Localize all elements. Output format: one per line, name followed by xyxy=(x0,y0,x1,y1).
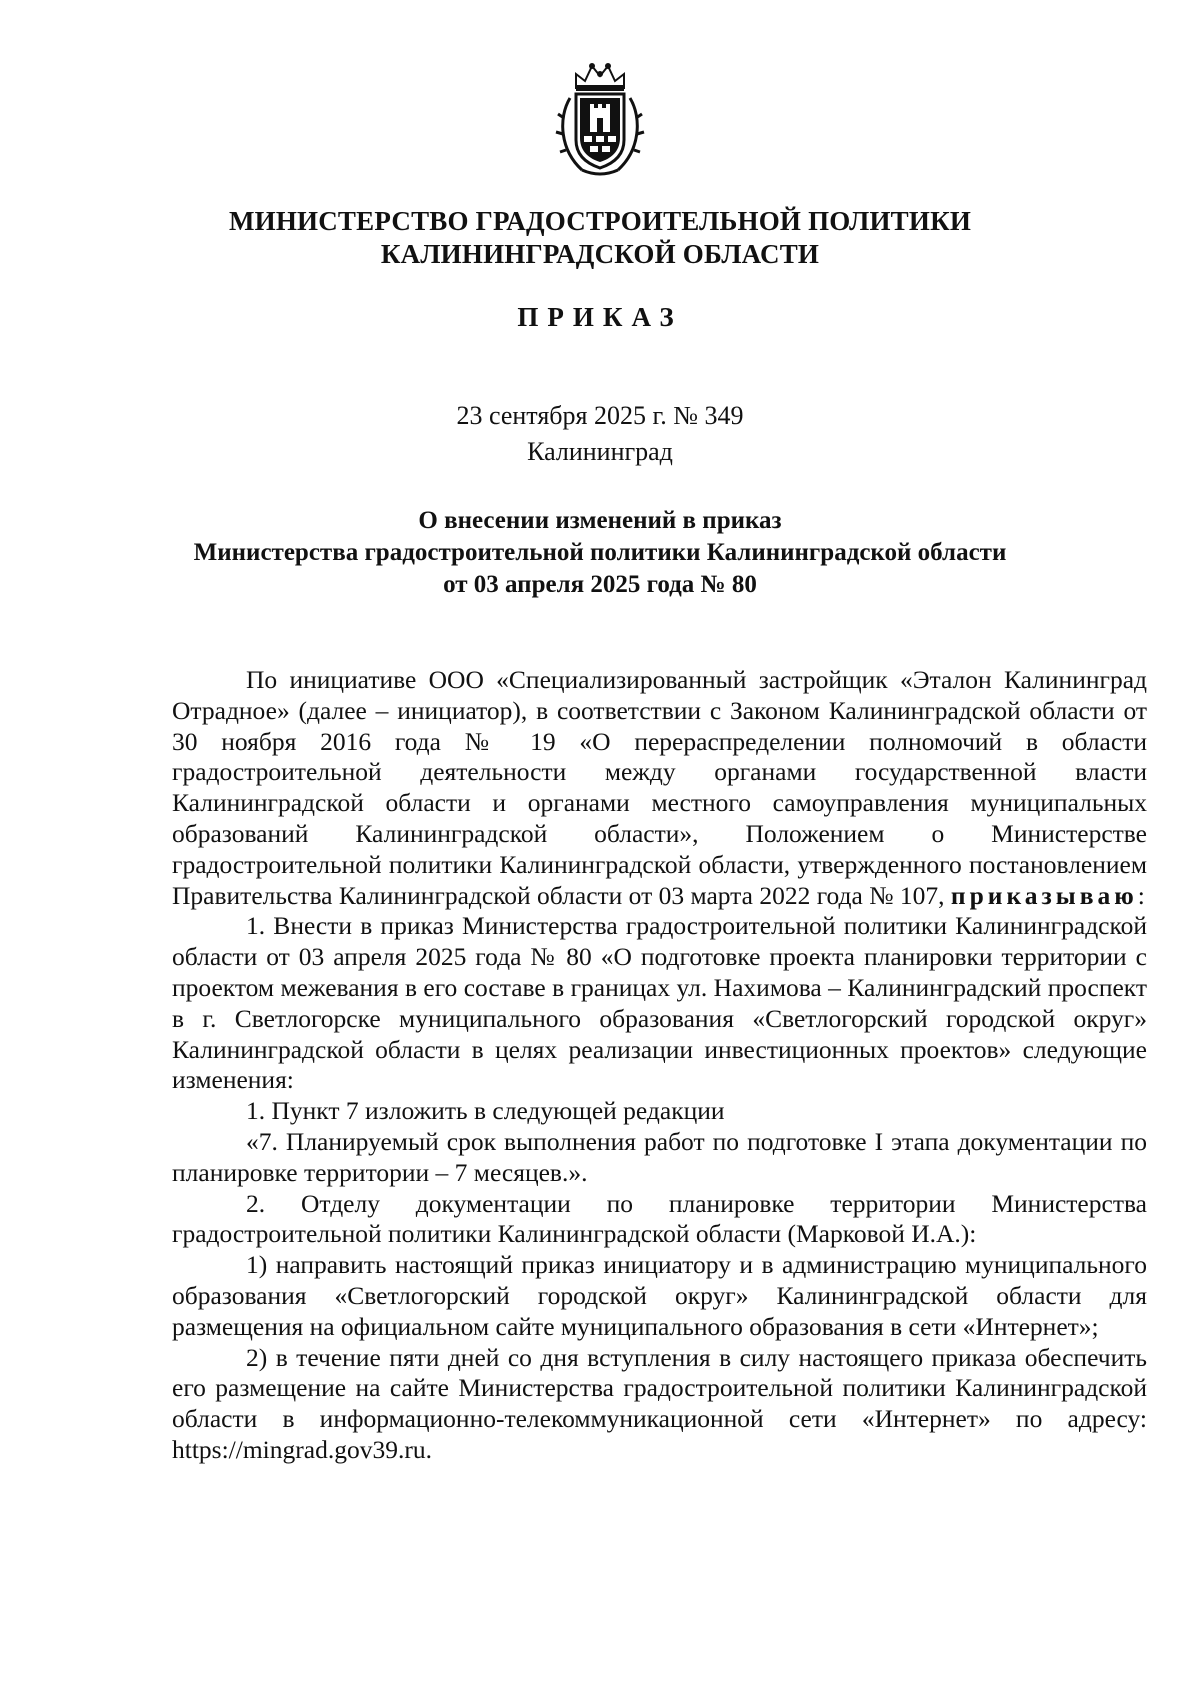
ministry-name-line1: МИНИСТЕРСТВО ГРАДОСТРОИТЕЛЬНОЙ ПОЛИТИКИ xyxy=(228,206,972,236)
order-subject xyxy=(0,505,1200,601)
subject-line2: Министерства градостроительной политики Калининградской области xyxy=(193,539,1007,566)
order-body xyxy=(172,665,1147,1466)
subject-line3: от 03 апреля 2025 года № 80 xyxy=(443,571,757,598)
ministry-name-line2: КАЛИНИНГРАДСКОЙ ОБЛАСТИ xyxy=(380,239,820,269)
order-city: Калининград xyxy=(527,437,673,466)
item-1-1-text: «7. Планируемый срок выполнения работ по подготовке I этапа документации по планировке территории – 7 месяцев.». xyxy=(172,1126,1147,1187)
subject-line1: О внесении изменений в приказ xyxy=(418,507,782,534)
order-verb-colon: : xyxy=(1137,880,1145,910)
preamble-paragraph xyxy=(172,665,1147,911)
preamble-text: По инициативе ООО «Специализированный застройщик «Эталон Калининград Отрадное» (далее – инициатор), в соответствии с Законом Калининградской области от 30 ноября 2016 года № 19 «О перераспределении полномочий в области градостроительной деятельности между органами государственной власти Калининградской области и органами местного самоуправления муниципальных образований Калининградской области», Положением о Министерстве градостроительной политики Калининградской области, утвержденного постановлением Правительства Калининградской области от 03 марта 2022 года № 107, xyxy=(172,665,1147,910)
order-verb: приказываю xyxy=(950,880,1138,910)
item-2: 2. Отделу документации по планировке территории Министерства градостроительной политики Калининградской области (Марковой И.А.): xyxy=(172,1188,1147,1249)
item-1: 1. Внести в приказ Министерства градостроительной политики Калининградской области от 03 апреля 2025 года № 80 «О подготовке проекта планировки территории с проектом межевания в его составе в границах ул. Нахимова – Калининградский проспект в г. Светлогорске муниципального образования «Светлогорский городской округ» Калининградской области в целях реализации инвестиционных проектов» следующие изменения: xyxy=(172,911,1147,1095)
item-1-1: 1. Пункт 7 изложить в следующей редакции xyxy=(246,1096,725,1126)
item-2-1: 1) направить настоящий приказ инициатору и в администрацию муниципального образования «Светлогорский городской округ» Калининградской области для размещения на официальном сайте муниципального образования в сети «Интернет»; xyxy=(172,1250,1147,1341)
item-2-2: 2) в течение пяти дней со дня вступления в силу настоящего приказа обеспечить его размещение на сайте Министерства градостроительной политики Калининградской области в информационно-телекоммуникационной сети «Интернет» по адресу: https://mingrad.gov39.ru. xyxy=(172,1342,1147,1464)
document-type: ПРИКАЗ xyxy=(517,302,683,332)
date-and-place xyxy=(0,398,1200,470)
order-date-number: 23 сентября 2025 г. № 349 xyxy=(456,401,744,430)
coat-of-arms-icon xyxy=(552,58,648,178)
ministry-name xyxy=(0,205,1200,271)
